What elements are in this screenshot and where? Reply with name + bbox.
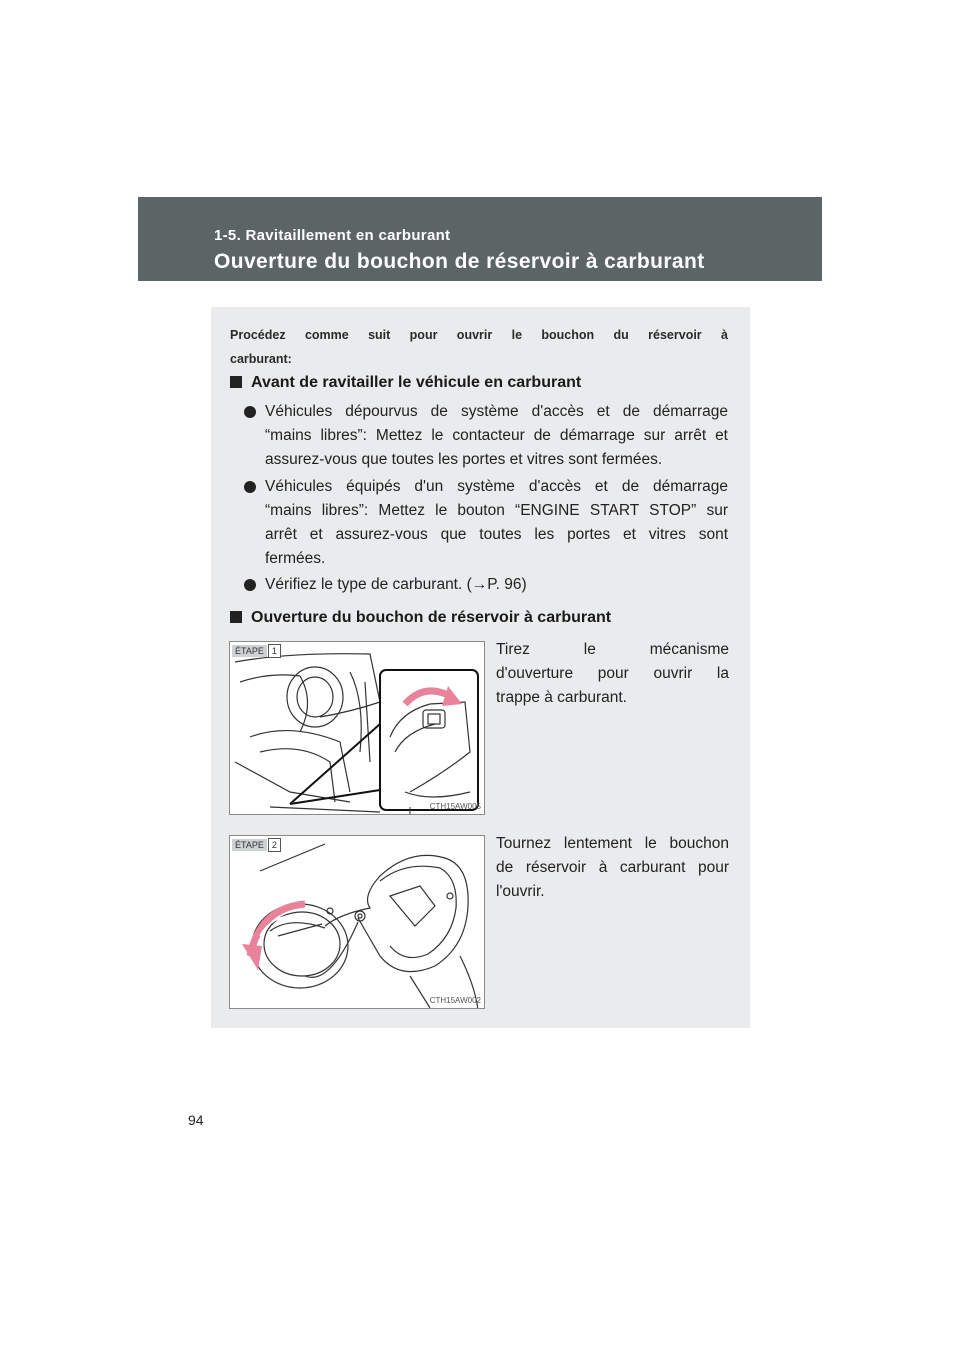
step-1-text bbox=[496, 638, 729, 710]
fuel-door-opener-illustration bbox=[230, 642, 485, 815]
page-title: Ouverture du bouchon de réservoir à carburant bbox=[214, 250, 705, 273]
list-item-line: Véhicules équipés d'un système d'accès et de démarrage bbox=[265, 478, 728, 495]
list-item bbox=[244, 573, 728, 597]
intro-line: carburant: bbox=[230, 352, 292, 366]
square-bullet-icon bbox=[230, 611, 242, 623]
fuel-cap-illustration bbox=[230, 836, 485, 1009]
step-line: Tournez lentement le bouchon bbox=[496, 835, 729, 852]
round-bullet-icon bbox=[244, 579, 256, 591]
intro-line: Procédez comme suit pour ouvrir le bouchon du réservoir à bbox=[230, 328, 728, 342]
list-item-line: assurez-vous que toutes les portes et vitres sont fermées. bbox=[265, 451, 663, 468]
list-item-line: “mains libres”: Mettez le contacteur de démarrage sur arrêt et bbox=[265, 427, 728, 444]
step-label: ÉTAPE bbox=[232, 645, 267, 657]
step-label: ÉTAPE bbox=[232, 839, 267, 851]
step-line: l'ouvrir. bbox=[496, 883, 545, 900]
fuel-type-reference-link[interactable]: Vérifiez le type de carburant. (→P. 96) bbox=[265, 576, 527, 593]
step-number: 2 bbox=[268, 838, 281, 852]
step-line: Tirez le mécanisme bbox=[496, 641, 729, 658]
content-panel bbox=[211, 307, 750, 1028]
round-bullet-icon bbox=[244, 481, 256, 493]
step-badge bbox=[232, 644, 281, 656]
chapter-header bbox=[138, 197, 822, 281]
list-item bbox=[244, 400, 728, 472]
list-item-line: arrêt et assurez-vous que toutes les portes et vitres sont bbox=[265, 526, 728, 543]
intro-text bbox=[230, 323, 728, 371]
section-heading-text: Avant de ravitailler le véhicule en carburant bbox=[251, 374, 582, 391]
step-number: 1 bbox=[268, 644, 281, 658]
square-bullet-icon bbox=[230, 376, 242, 388]
section-heading-text: Ouverture du bouchon de réservoir à carburant bbox=[251, 609, 612, 626]
page-number: 94 bbox=[188, 1112, 204, 1128]
step-2-illustration bbox=[229, 835, 485, 1009]
list-item bbox=[244, 475, 728, 571]
list-item-line: “mains libres”: Mettez le bouton “ENGINE START STOP” sur bbox=[265, 502, 728, 519]
step-badge bbox=[232, 838, 281, 850]
list-item-line: fermées. bbox=[265, 550, 326, 567]
section-label: 1-5. Ravitaillement en carburant bbox=[214, 227, 451, 244]
step-line: d'ouverture pour ouvrir la bbox=[496, 665, 729, 682]
round-bullet-icon bbox=[244, 406, 256, 418]
list-item-line: Véhicules dépourvus de système d'accès et de démarrage bbox=[265, 403, 728, 420]
step-line: de réservoir à carburant pour bbox=[496, 859, 729, 876]
figure-code: CTH15AW005 bbox=[429, 802, 481, 811]
section-heading-before-refuel bbox=[230, 374, 581, 392]
step-1-illustration bbox=[229, 641, 485, 815]
section-heading-open-cap bbox=[230, 609, 611, 627]
step-2-text bbox=[496, 832, 729, 904]
step-line: trappe à carburant. bbox=[496, 689, 627, 706]
figure-code: CTH15AW002 bbox=[429, 996, 481, 1005]
